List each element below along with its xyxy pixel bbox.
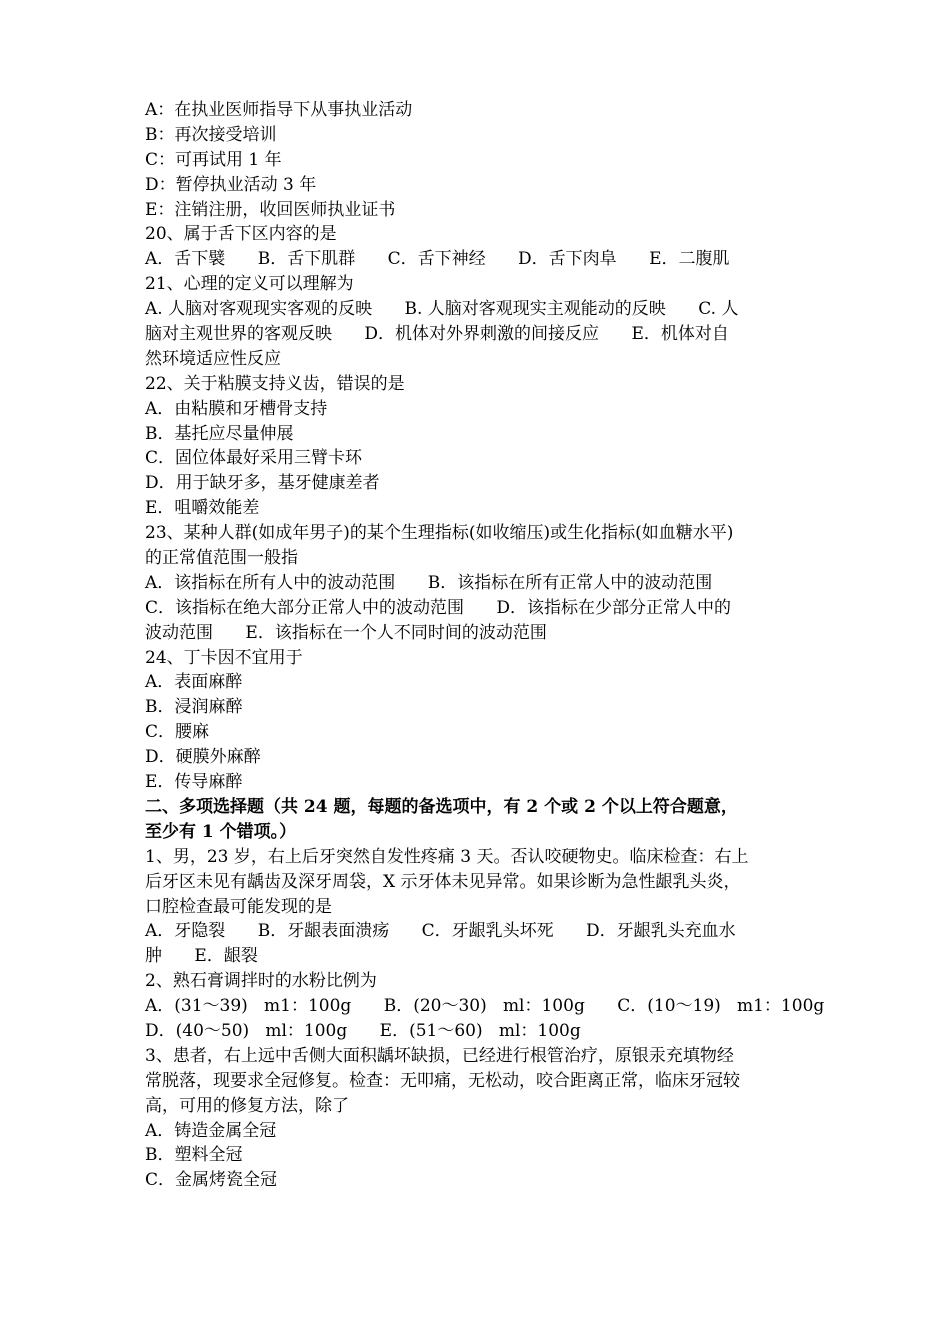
section-heading-line: 二、多项选择题（共 24 题，每题的备选项中，有 2 个或 2 个以上符合题意，: [145, 796, 738, 817]
text-line: B．浸润麻醉: [145, 697, 243, 718]
text-line: 20、属于舌下区内容的是: [145, 224, 337, 245]
text-line: C．金属烤瓷全冠: [145, 1170, 278, 1191]
text-line: 常脱落，现要求全冠修复。检查：无叩痛，无松动，咬合距离正常，临床牙冠较: [145, 1070, 740, 1091]
text-line: B．基托应尽量伸展: [145, 423, 294, 444]
text-line: C．该指标在绝大部分正常人中的波动范围 D．该指标在少部分正常人中的: [145, 597, 732, 618]
text-line: A．舌下襞 B．舌下肌群 C．舌下神经 D．舌下肉阜 E．二腹肌: [145, 249, 730, 270]
text-line: C．腰麻: [145, 722, 210, 743]
text-line: 高，可用的修复方法，除了: [145, 1095, 349, 1116]
text-line: 2、熟石膏调拌时的水粉比例为: [145, 971, 377, 992]
text-line: B．塑料全冠: [145, 1145, 243, 1166]
text-line: D．(40～50) ml：100g E．(51～60) ml：100g: [145, 1020, 581, 1041]
text-line: E．咀嚼效能差: [145, 498, 260, 519]
text-line: C．固位体最好采用三臂卡环: [145, 448, 363, 469]
text-line: 肿 E．龈裂: [145, 946, 258, 967]
text-line: E：注销注册，收回医师执业证书: [145, 199, 396, 220]
text-line: 后牙区未见有龋齿及深牙周袋，X 示牙体未见异常。如果诊断为急性龈乳头炎，: [145, 871, 741, 892]
text-line: A．由粘膜和牙槽骨支持: [145, 398, 328, 419]
text-line: 然环境适应性反应: [145, 348, 281, 369]
text-line: E．传导麻醉: [145, 772, 243, 793]
text-line: A．该指标在所有人中的波动范围 B．该指标在所有正常人中的波动范围: [145, 572, 713, 593]
text-line: D：暂停执业活动 3 年: [145, 174, 317, 195]
text-line: 1、男，23 岁，右上后牙突然自发性疼痛 3 天。否认咬硬物史。临床检查：右上: [145, 846, 749, 867]
text-line: 24、丁卡因不宜用于: [145, 647, 303, 668]
text-line: A. 人脑对客观现实客观的反映 B. 人脑对客观现实主观能动的反映 C. 人: [145, 299, 739, 320]
text-line: A：在执业医师指导下从事执业活动: [145, 100, 413, 120]
document-body: [145, 98, 825, 1193]
text-line: B：再次接受培训: [145, 124, 277, 145]
text-line: A．牙隐裂 B．牙龈表面溃疡 C．牙龈乳头坏死 D．牙龈乳头充血水: [145, 921, 736, 942]
text-line: A．(31～39) m1：100g B．(20～30) ml：100g C．(10～19) m1：100g: [145, 996, 825, 1017]
text-line: 3、患者，右上远中舌侧大面积龋坏缺损，已经进行根管治疗，原银汞充填物经: [145, 1045, 734, 1066]
text-line: C：可再试用 1 年: [145, 149, 282, 170]
text-line: 22、关于粘膜支持义齿，错误的是: [145, 373, 405, 394]
section-heading-line: 至少有 1 个错项。）: [145, 821, 297, 842]
text-line: 21、心理的定义可以理解为: [145, 274, 354, 295]
text-line: D．硬膜外麻醉: [145, 747, 261, 768]
text-line: 23、某种人群(如成年男子)的某个生理指标(如收缩压)或生化指标(如血糖水平): [145, 523, 734, 544]
text-line: A．表面麻醉: [145, 672, 243, 693]
text-line: A．铸造金属全冠: [145, 1120, 277, 1141]
text-line: D．用于缺牙多，基牙健康差者: [145, 473, 380, 494]
text-line: 波动范围 E．该指标在一个人不同时间的波动范围: [145, 622, 547, 643]
text-line: 口腔检查最可能发现的是: [145, 896, 332, 917]
text-line: 脑对主观世界的客观反映 D．机体对外界刺激的间接反应 E．机体对自: [145, 324, 729, 345]
text-line: 的正常值范围一般指: [145, 548, 298, 569]
